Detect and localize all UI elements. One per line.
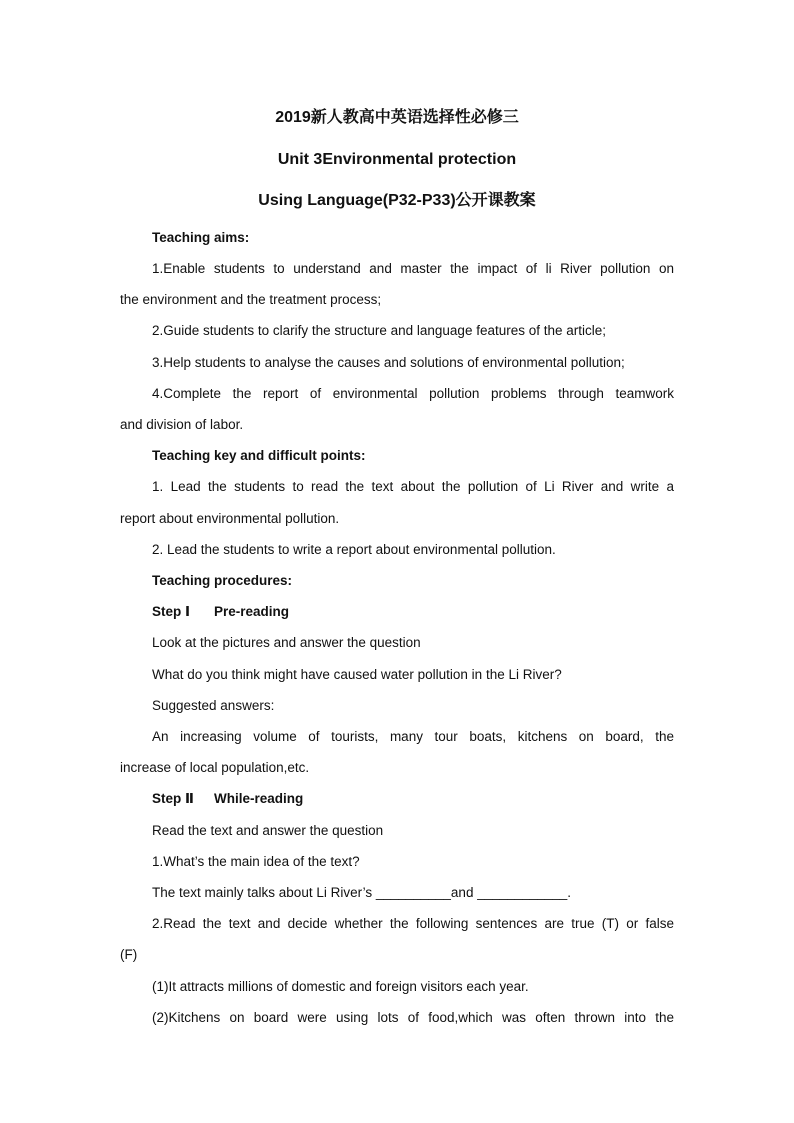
lesson-title: Using Language(P32-P33)公开课教案 <box>258 192 536 209</box>
question-1-blank: The text mainly talks about Li River’s __________and ____________. <box>152 885 572 900</box>
aim-4-line-1: 4.Complete the report of environmental pollution problems through teamwork <box>152 386 674 401</box>
statement-2: (2)Kitchens on board were using lots of food,which was often thrown into the <box>152 1010 674 1025</box>
key-point-1-line-1: 1. Lead the students to read the text about the pollution of Li River and write a <box>152 479 674 494</box>
aim-4-line-2: and division of labor. <box>120 417 244 432</box>
step-2-title: While-reading <box>214 791 304 806</box>
step-1-instruction: Look at the pictures and answer the question <box>152 635 421 650</box>
key-point-1-line-2: report about environmental pollution. <box>120 511 340 526</box>
step-1-title: Pre-reading <box>214 604 290 619</box>
key-points-heading: Teaching key and difficult points: <box>152 448 366 463</box>
aim-1-line-1: 1.Enable students to understand and master the impact of li River pollution on <box>152 261 674 276</box>
aim-3: 3.Help students to analyse the causes and solutions of environmental pollution; <box>152 355 625 370</box>
step-2-instruction: Read the text and answer the question <box>152 823 384 838</box>
step-1-heading <box>152 603 289 621</box>
statement-1: (1)It attracts millions of domestic and foreign visitors each year. <box>152 979 529 994</box>
unit-title: Unit 3Environmental protection <box>277 151 517 168</box>
step-1-question: What do you think might have caused water pollution in the Li River? <box>152 667 562 682</box>
suggested-answer-line-2: increase of local population,etc. <box>120 760 310 775</box>
step-1-label: Step Ⅰ <box>152 604 191 619</box>
suggested-answer-line-1: An increasing volume of tourists, many tour boats, kitchens on board, the <box>152 729 674 744</box>
key-point-2: 2. Lead the students to write a report about environmental pollution. <box>152 542 556 557</box>
question-2-line-2: (F) <box>120 947 138 962</box>
question-1: 1.What’s the main idea of the text? <box>152 854 360 869</box>
aim-1-line-2: the environment and the treatment process; <box>120 292 382 307</box>
document-title: 2019新人教高中英语选择性必修三 <box>275 109 519 126</box>
procedures-heading: Teaching procedures: <box>152 573 293 588</box>
question-2-line-1: 2.Read the text and decide whether the following sentences are true (T) or false <box>152 916 674 931</box>
suggested-answers-label: Suggested answers: <box>152 698 275 713</box>
teaching-aims-heading: Teaching aims: <box>152 230 250 245</box>
step-2-heading <box>152 790 303 808</box>
aim-2: 2.Guide students to clarify the structure and language features of the article; <box>152 323 607 338</box>
step-2-label: Step Ⅱ <box>152 791 194 806</box>
